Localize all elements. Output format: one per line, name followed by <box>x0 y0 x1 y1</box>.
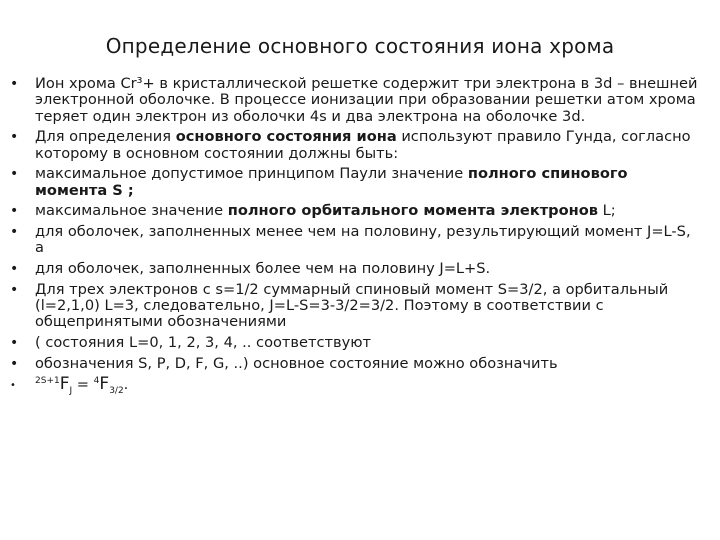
bullet-glyph: • <box>10 224 19 240</box>
bullet-text: для оболочек, заполненных менее чем на половину, результирующий момент J=L-S, а <box>35 223 691 257</box>
j-subscript: 3/2 <box>109 386 124 397</box>
bullet-glyph: • <box>10 355 19 372</box>
bullet-item <box>0 224 720 257</box>
bullet-item <box>0 282 720 331</box>
bullet-item <box>0 76 720 125</box>
bullet-text: для оболочек, заполненных более чем на половину J=L+S. <box>35 260 491 277</box>
equals-sign: = <box>72 376 94 394</box>
bullet-bold-text: основного состояния иона <box>175 128 397 146</box>
bullet-text: Для трех электронов с s=1/2 суммарный спиновый момент S=3/2, а орбитальный (l=2,1,0) L=3, следовательно, J=L-S=3-3/2=3/2. Поэтому в соответствии с общепринятыми обозначениями <box>35 280 669 331</box>
bullet-text: ( состояния L=0, 1, 2, 3, 4, .. соответствуют <box>35 334 372 351</box>
bullet-item <box>0 335 720 351</box>
bullet-glyph: • <box>10 281 19 298</box>
bullet-text: Для определения <box>35 128 176 146</box>
j-subscript: J <box>69 386 73 397</box>
bullet-list <box>0 76 720 398</box>
bullet-bold-text: полного спинового момента S ; <box>35 165 628 199</box>
term-symbol <box>35 374 129 397</box>
bullet-text: максимальное значение <box>35 202 228 220</box>
term-letter: F <box>99 374 110 395</box>
bullet-item <box>0 261 720 277</box>
bullet-item <box>0 129 720 162</box>
multiplicity-superscript: 2S+1 <box>35 376 60 387</box>
slide-title: Определение основного состояния иона хрома <box>105 34 615 58</box>
bullet-glyph: • <box>10 261 19 277</box>
bullet-glyph: • <box>10 380 16 392</box>
bullet-bold-text: полного орбитального момента электронов <box>227 202 598 220</box>
bullet-text: L; <box>598 202 616 220</box>
bullet-item <box>0 203 720 219</box>
period: . <box>123 376 129 394</box>
bullet-item <box>0 356 720 372</box>
bullet-text: Ион хрома Cr³+ в кристаллической решетке содержит три электрона в 3d – внешней электронной оболочке. В процессе ионизации при образовании решетки атом хрома теряет один электрон из оболочки 4s и два электрона на оболочке 3d. <box>35 75 698 125</box>
bullet-glyph: • <box>10 335 19 351</box>
bullet-item <box>0 166 720 199</box>
term-symbol-item <box>0 374 720 397</box>
multiplicity-superscript: 4 <box>93 376 100 387</box>
bullet-glyph: • <box>10 76 19 92</box>
bullet-glyph: • <box>10 129 19 146</box>
bullet-text: обозначения S, P, D, F, G, ..) основное состояние можно обозначить <box>35 354 558 372</box>
bullet-text: используют правило Гунда, согласно которому в основном состоянии должны быть: <box>35 128 691 162</box>
bullet-glyph: • <box>10 203 19 220</box>
bullet-glyph: • <box>10 166 19 183</box>
bullet-text: максимальное допустимое принципом Паули значение <box>35 165 468 183</box>
term-letter: F <box>59 374 70 395</box>
